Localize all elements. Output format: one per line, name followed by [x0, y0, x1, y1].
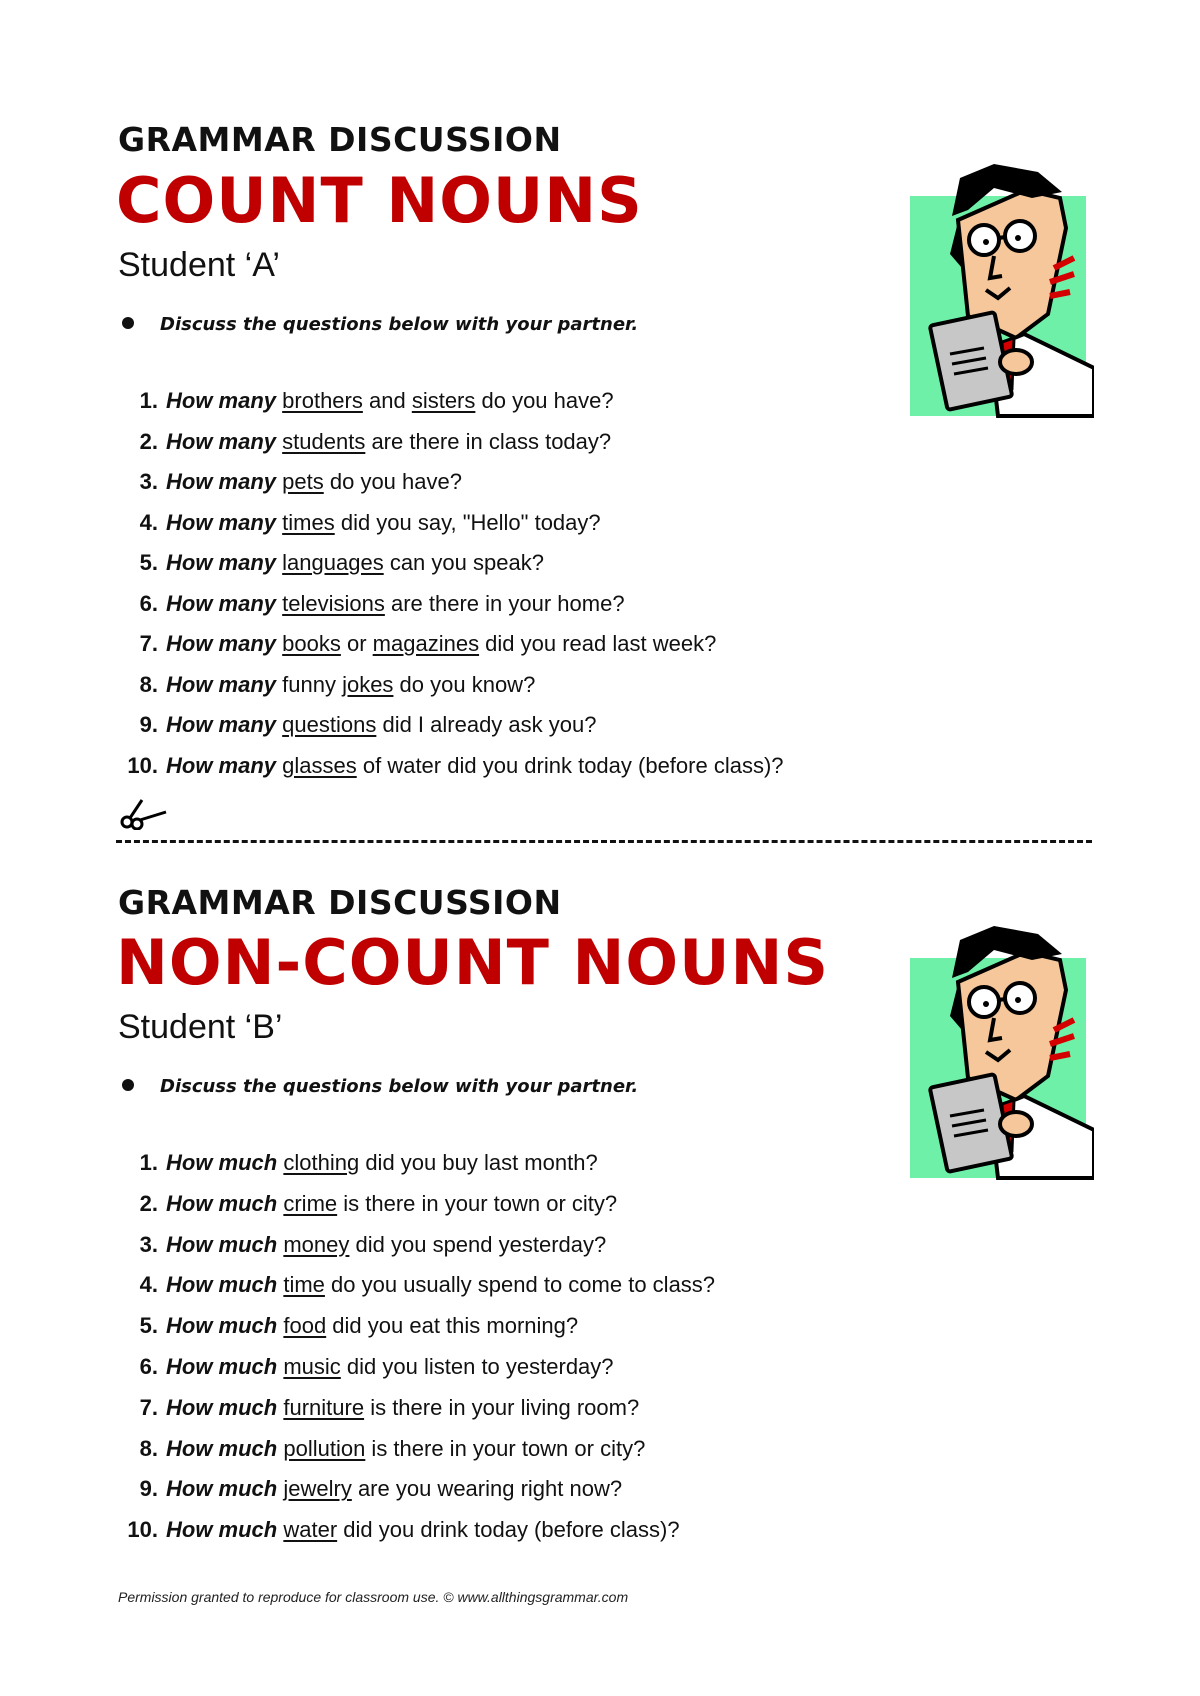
question-item — [110, 1232, 1010, 1262]
noun-underlined: music — [283, 1354, 341, 1379]
question-lead: How much — [166, 1190, 278, 1216]
noun-underlined: times — [282, 509, 335, 535]
noun-underlined: furniture — [283, 1394, 365, 1420]
question-number: 6. — [139, 590, 158, 616]
noun-underlined: questions — [282, 712, 377, 737]
question-item — [110, 1191, 1010, 1221]
section-kicker: GRAMMAR DISCUSSION — [118, 883, 562, 922]
question-number: 2. — [139, 428, 158, 454]
footer-note: Permission granted to reproduce for classroom use. © www.allthingsgrammar.com — [118, 1589, 629, 1605]
noun-underlined: food — [283, 1313, 327, 1339]
question-number: 9. — [139, 1476, 158, 1502]
question-text: did you drink today (before class)? — [337, 1517, 680, 1543]
question-lead: How much — [166, 1435, 278, 1461]
noun-underlined: jewelry — [283, 1476, 352, 1502]
question-number: 7. — [139, 1394, 158, 1420]
question-number: 3. — [139, 469, 158, 494]
question-lead: How many — [166, 671, 277, 697]
question-text: do you have? — [323, 469, 462, 494]
question-lead: How much — [166, 1313, 278, 1339]
question-lead: How many — [166, 752, 277, 778]
question-lead: How many — [166, 712, 277, 737]
section-kicker: GRAMMAR DISCUSSION — [118, 120, 562, 159]
question-text: is there in your town or city? — [337, 1190, 618, 1216]
teacher-with-clipboard-icon — [898, 920, 1094, 1180]
question-text: did you eat this morning? — [326, 1313, 579, 1339]
question-text: did you read last week? — [479, 631, 717, 656]
question-item — [110, 1150, 1010, 1180]
instruction-text: Discuss the questions below with your partner. — [160, 1076, 639, 1097]
question-item — [110, 1272, 1010, 1302]
question-item — [110, 1517, 1010, 1547]
noun-underlined: pets — [282, 469, 324, 494]
question-number: 5. — [139, 1313, 158, 1339]
noun-underlined: money — [283, 1231, 350, 1257]
noun-underlined: books — [282, 631, 341, 656]
question-text: did I already ask you? — [376, 712, 597, 737]
noun-underlined: languages — [282, 550, 384, 575]
cut-line — [116, 840, 1092, 843]
question-lead: How many — [166, 550, 277, 575]
noun-underlined: brothers — [282, 388, 363, 413]
question-text: do you have? — [475, 388, 614, 413]
question-text: and — [362, 388, 412, 413]
question-text: is there in your town or city? — [365, 1435, 646, 1461]
question-lead: How much — [166, 1517, 278, 1543]
question-text: do you usually spend to come to class? — [324, 1272, 716, 1298]
question-number: 2. — [139, 1190, 158, 1216]
question-number: 10. — [127, 1517, 158, 1543]
question-text: did you buy last month? — [359, 1150, 598, 1175]
question-item — [110, 1476, 1010, 1506]
question-lead: How many — [166, 509, 277, 535]
question-lead: How much — [166, 1272, 278, 1298]
question-number: 6. — [139, 1354, 158, 1379]
question-text: funny — [276, 671, 343, 697]
scissors-icon — [120, 796, 170, 830]
question-lead: How much — [166, 1354, 278, 1379]
question-number: 9. — [139, 712, 158, 737]
question-item — [110, 1313, 1010, 1343]
noun-underlined: crime — [283, 1190, 338, 1216]
question-text: did you say, "Hello" today? — [334, 509, 601, 535]
question-item — [110, 1436, 1010, 1466]
question-text: of water did you drink today (before class)? — [356, 752, 784, 778]
noun-underlined: glasses — [282, 752, 357, 778]
noun-underlined: televisions — [282, 590, 385, 616]
question-number: 4. — [139, 1272, 158, 1298]
question-lead: How many — [166, 590, 277, 616]
question-text: can you speak? — [383, 550, 544, 575]
question-lead: How many — [166, 428, 277, 454]
noun-underlined: time — [283, 1272, 325, 1298]
question-number: 10. — [127, 752, 158, 778]
noun-underlined: water — [283, 1517, 338, 1543]
question-lead: How much — [166, 1394, 278, 1420]
question-lead: How many — [166, 631, 277, 656]
question-number: 1. — [139, 1150, 158, 1175]
question-text: are there in class today? — [365, 428, 612, 454]
question-number: 5. — [139, 550, 158, 575]
question-lead: How much — [166, 1476, 278, 1502]
noun-underlined: clothing — [283, 1150, 360, 1175]
noun-underlined: students — [282, 428, 366, 454]
student-label: Student ‘A’ — [118, 246, 280, 284]
teacher-with-clipboard-icon — [898, 158, 1094, 418]
instruction — [122, 1076, 638, 1097]
question-number: 1. — [139, 388, 158, 413]
question-text: is there in your living room? — [364, 1394, 640, 1420]
instruction-text: Discuss the questions below with your partner. — [160, 314, 639, 335]
question-text: are you wearing right now? — [351, 1476, 623, 1502]
noun-underlined: pollution — [283, 1435, 366, 1461]
question-lead: How much — [166, 1150, 278, 1175]
student-label: Student ‘B’ — [118, 1008, 283, 1046]
question-number: 4. — [139, 509, 158, 535]
question-text: did you listen to yesterday? — [340, 1354, 614, 1379]
page-title: NON-COUNT NOUNS — [116, 926, 830, 999]
question-item — [110, 1395, 1010, 1425]
noun-underlined: sisters — [411, 388, 476, 413]
question-number: 8. — [139, 1435, 158, 1461]
question-text: are there in your home? — [384, 590, 625, 616]
bullet-icon — [122, 1079, 134, 1091]
question-number: 8. — [139, 671, 158, 697]
question-lead: How many — [166, 388, 277, 413]
question-text: or — [340, 631, 373, 656]
question-lead: How much — [166, 1231, 278, 1257]
question-text: do you know? — [393, 671, 536, 697]
question-number: 7. — [139, 631, 158, 656]
page-title: COUNT NOUNS — [116, 164, 643, 237]
question-item — [110, 1354, 1010, 1384]
noun-underlined: magazines — [372, 631, 480, 656]
question-number: 3. — [139, 1231, 158, 1257]
noun-underlined: jokes — [342, 671, 394, 697]
question-lead: How many — [166, 469, 277, 494]
question-text: did you spend yesterday? — [349, 1231, 607, 1257]
